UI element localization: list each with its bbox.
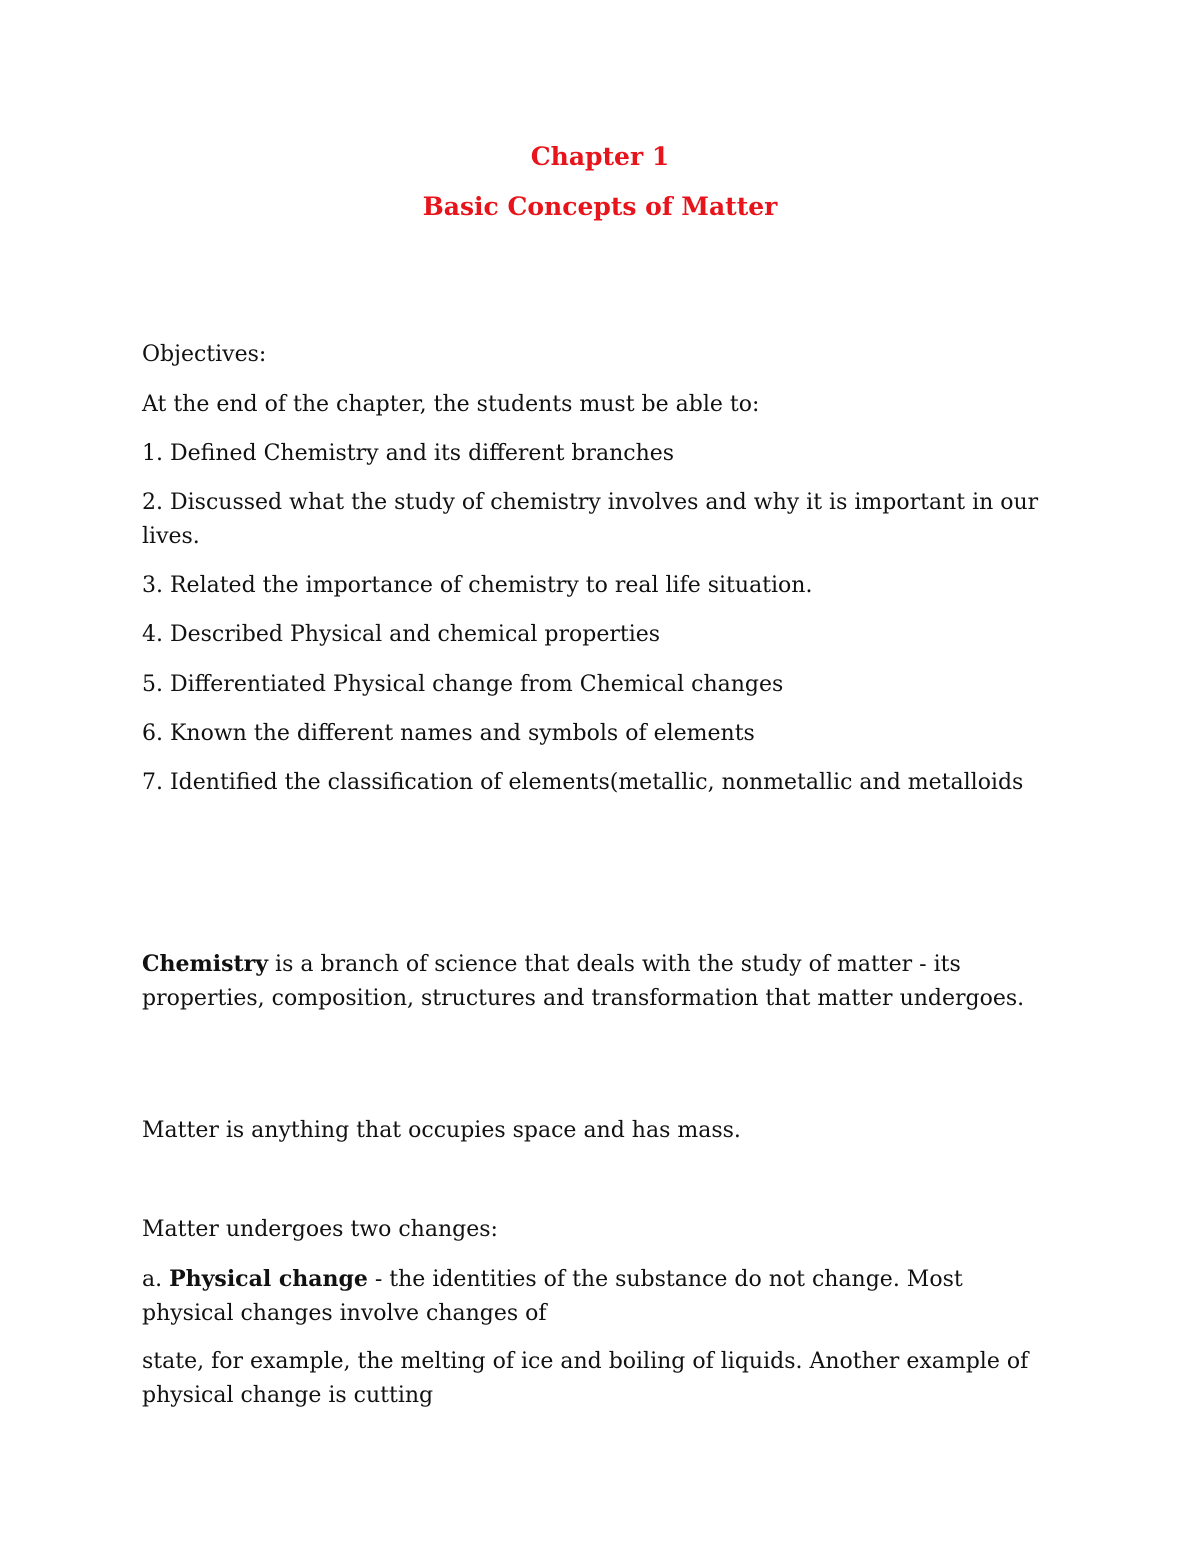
- physical-change-prefix: a.: [142, 1267, 170, 1292]
- objective-item-3: 3. Related the importance of chemistry to real life situation.: [142, 573, 813, 598]
- chemistry-definition-text: is a branch of science that deals with the study of matter - its properties, composition, structures and transformation that matter undergoes.: [142, 952, 1025, 1011]
- chapter-title: Basic Concepts of Matter: [422, 192, 778, 221]
- objectives-intro: At the end of the chapter, the students must be able to:: [142, 392, 760, 417]
- chapter-number: Chapter 1: [530, 142, 670, 171]
- objective-item-5: 5. Differentiated Physical change from Chemical changes: [142, 672, 784, 697]
- objective-item-7: 7. Identified the classification of elements(metallic, nonmetallic and metalloids: [142, 770, 1024, 795]
- matter-definition: Matter is anything that occupies space and has mass.: [142, 1118, 741, 1143]
- physical-change-continuation: state, for example, the melting of ice and boiling of liquids. Another example of physical change is cutting: [142, 1349, 1029, 1408]
- objective-item-4: 4. Described Physical and chemical properties: [142, 622, 661, 647]
- chemistry-term: Chemistry: [142, 951, 269, 977]
- physical-change-definition: [142, 1262, 1042, 1331]
- physical-change-text: - the identities of the substance do not change. Most physical changes involve changes of: [142, 1267, 963, 1326]
- objectives-label: Objectives:: [142, 342, 267, 367]
- changes-intro: Matter undergoes two changes:: [142, 1217, 498, 1242]
- physical-change-term: Physical change: [169, 1266, 368, 1292]
- objective-item-2: 2. Discussed what the study of chemistry involves and why it is important in our lives.: [142, 490, 1039, 549]
- chemistry-definition: [142, 947, 1042, 1016]
- objective-item-1: 1. Defined Chemistry and its different branches: [142, 441, 675, 466]
- objective-item-6: 6. Known the different names and symbols of elements: [142, 721, 755, 746]
